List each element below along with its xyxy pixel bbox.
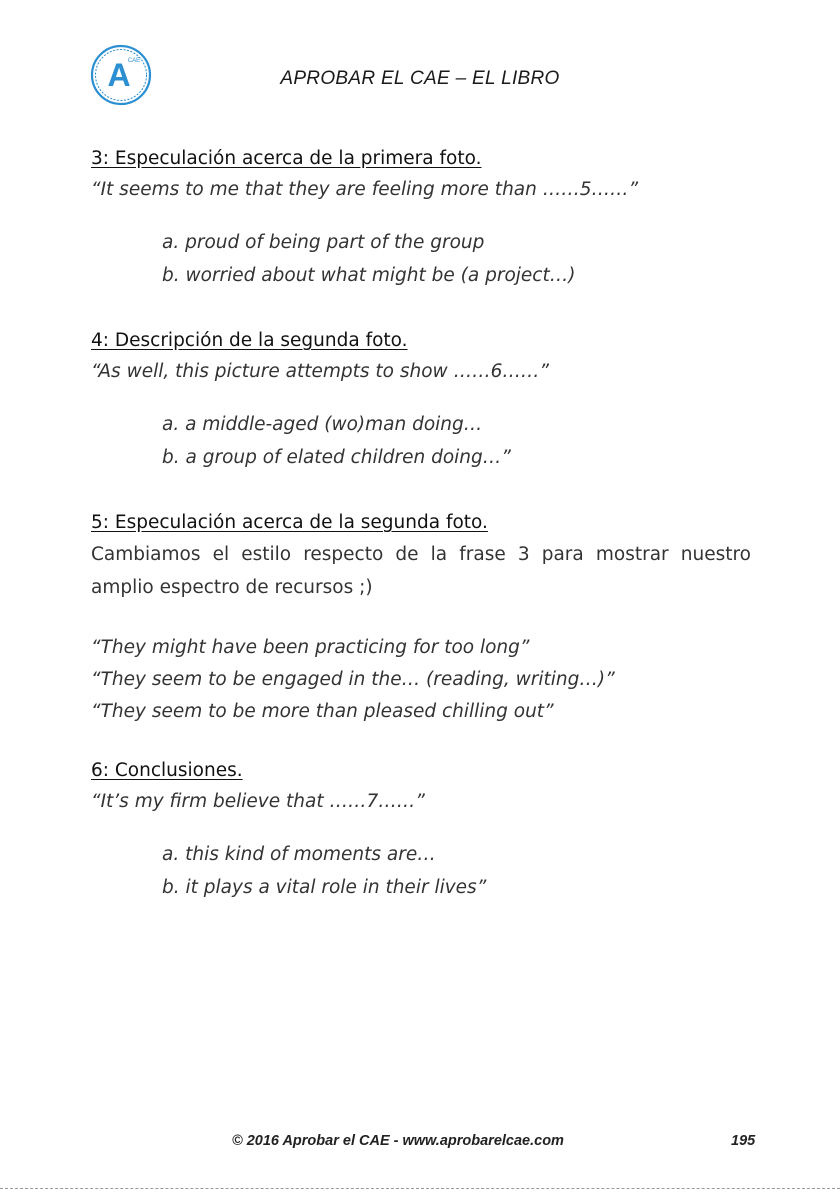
- footer-copyright: © 2016 Aprobar el CAE - www.aprobarelcae.com: [232, 1133, 564, 1149]
- page-header-title: APROBAR EL CAE – EL LIBRO: [280, 68, 560, 89]
- option-item: a. this kind of moments are…: [162, 844, 436, 865]
- section-heading: 6: Conclusiones.: [91, 760, 243, 781]
- section-heading: 3: Especulación acerca de la primera foto.: [91, 148, 482, 169]
- option-item: a. proud of being part of the group: [162, 232, 485, 253]
- bottom-divider: [0, 1188, 840, 1189]
- section-quote: “As well, this picture attempts to show ……6……”: [91, 361, 549, 382]
- page-content: [91, 144, 751, 904]
- example-quote: “They seem to be more than pleased chilling out”: [91, 701, 554, 722]
- option-item: a. a middle-aged (wo)man doing…: [162, 414, 483, 435]
- option-item: b. a group of elated children doing…”: [162, 447, 511, 468]
- page-number: 195: [731, 1133, 756, 1149]
- section-heading: 5: Especulación acerca de la segunda foto.: [91, 512, 488, 533]
- example-quote: “They might have been practicing for too long”: [91, 637, 530, 658]
- section-paragraph: Cambiamos el estilo respecto de la frase 3 para mostrar nuestro amplio espectro de recursos ;): [91, 544, 751, 598]
- section-quote: “It seems to me that they are feeling more than ……5……”: [91, 179, 639, 200]
- logo-small-text: CAE: [127, 58, 141, 64]
- section-heading: 4: Descripción de la segunda foto.: [91, 330, 408, 351]
- option-item: b. worried about what might be (a project…): [162, 265, 576, 286]
- option-item: b. it plays a vital role in their lives”: [162, 877, 487, 898]
- section-quote: “It’s my firm believe that ……7……”: [91, 791, 425, 812]
- example-quote: “They seem to be engaged in the… (reading, writing…)”: [91, 669, 615, 690]
- logo-letter: A: [107, 57, 131, 93]
